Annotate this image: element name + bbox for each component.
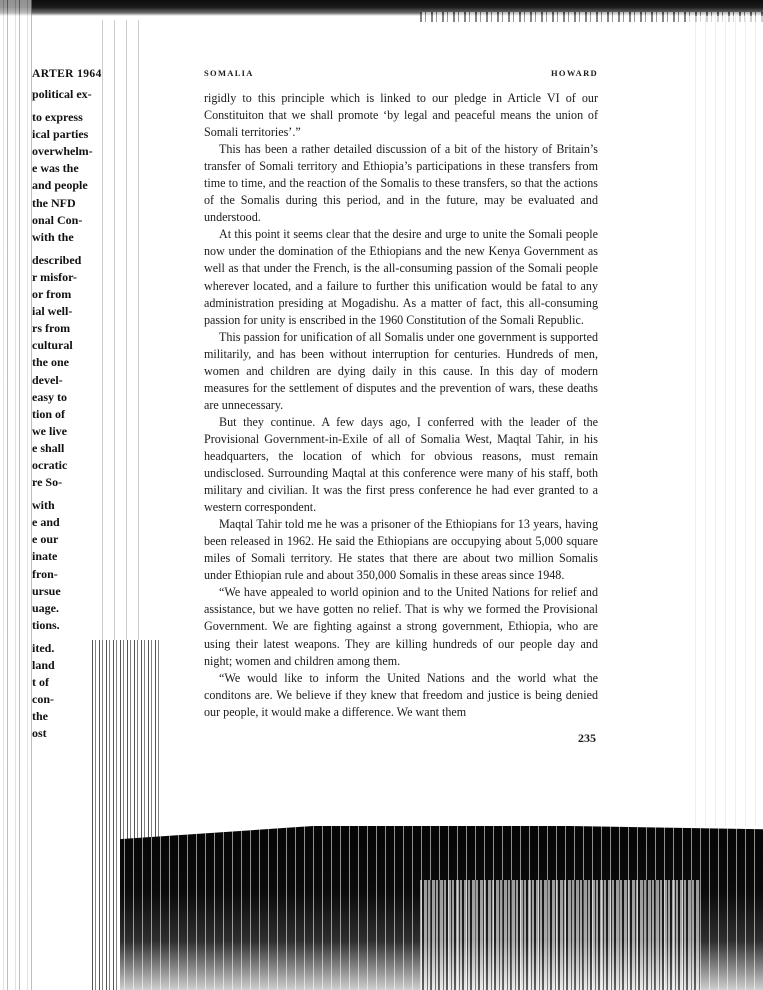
left-page-line: fron- xyxy=(32,566,58,581)
left-page-lines xyxy=(32,86,118,742)
paragraph: But they continue. A few days ago, I conferred with the leader of the Provisional Government-in-Exile of all of Somalia West, Maqtal Tahir, in his headquarters, the location of which for obvious reasons, must remain undisclosed. Surrounding Maqtal at this conference were many of his staff, both military and civilian. It was the first press conference he had ever granted to a western correspondent. xyxy=(204,414,598,515)
scan-left-noise xyxy=(0,0,32,990)
left-page-line: to express xyxy=(32,110,83,125)
left-page-line: political ex- xyxy=(32,87,92,101)
running-head-left: SOMALIA xyxy=(204,68,254,78)
paragraph: At this point it seems clear that the desire and urge to unite the Somali people now under the domination of the Ethiopians and the new Kenya Government as well as that under the French, is the all-consuming passion of the Somali people wherever located, and a failure to further this unification would be fatal to any administration presiding at Mogadishu. As a matter of fact, this all-consuming passion for unity is enscribed in the 1960 Constitution of the Somali Republic. xyxy=(204,227,598,327)
left-page-line: the one xyxy=(32,355,69,370)
left-page-line: easy to xyxy=(32,389,67,404)
left-page-line: e shall xyxy=(32,440,65,455)
paragraph: rigidly to this principle which is linked to our pledge in Article VI of our Constituiton that we shall promote ‘by legal and peaceful means the union of Somali territories’.” xyxy=(204,91,598,140)
left-page-line: land xyxy=(32,658,55,672)
left-page-line: ursue xyxy=(32,583,61,598)
left-page-line: ost xyxy=(32,726,47,741)
left-page-line: r misfor- xyxy=(32,269,77,284)
left-page-line: e our xyxy=(32,532,59,547)
running-head xyxy=(204,68,598,84)
left-page-line: devel- xyxy=(32,372,63,387)
paragraph: This passion for unification of all Somalis under one government is supported militarily, and has been without interruption for centuries. Hundreds of men, women and children are dying daily in this cause. In this day of modern measures for the settlement of disputes and the prevention of wars, these deaths are unnecessary. xyxy=(204,329,598,412)
left-page-line: ial well- xyxy=(32,304,73,319)
left-page-line: the NFD xyxy=(32,195,76,210)
left-page-line: ocratic xyxy=(32,457,68,472)
left-page-line: cultural xyxy=(32,338,73,353)
left-page-line: con- xyxy=(32,692,54,707)
body-text xyxy=(204,90,598,721)
scan-bottom-streaks xyxy=(420,880,700,990)
left-page-line: uage. xyxy=(32,600,59,615)
left-page-line: inate xyxy=(32,549,58,564)
left-page-line: e and xyxy=(32,515,60,530)
left-page-line: the xyxy=(32,709,48,724)
left-page-line: onal Con- xyxy=(32,212,83,227)
left-page-line: we live xyxy=(32,423,67,438)
left-page-line: with the xyxy=(32,229,74,244)
paragraph: “We would like to inform the United Nations and the world what the conditons are. We believe if they knew that freedom and justice is being denied our people, it would make a difference. We want them xyxy=(204,670,598,719)
left-page-line: re So- xyxy=(32,475,63,490)
left-page-line: e was the xyxy=(32,161,79,176)
page-number: 235 xyxy=(578,730,596,745)
left-page-line: described xyxy=(32,252,82,267)
main-page xyxy=(204,68,598,746)
running-head-right: HOWARD xyxy=(551,68,598,78)
left-page-line: tions. xyxy=(32,617,60,632)
scan-right-margin xyxy=(686,16,763,826)
left-page-line: and people xyxy=(32,178,88,193)
left-page-line: ical parties xyxy=(32,127,89,142)
left-page-line: rs from xyxy=(32,321,71,336)
paragraph: “We have appealed to world opinion and to the United Nations for relief and assistance, but we have gotten no relief. That is why we formed the Provisional Government. We are fighting against a strong government, Ethiopia, who are using their latest weapons. They are killing hundreds of our people day and night; women and children among them. xyxy=(204,585,598,668)
left-page-fragment xyxy=(32,66,118,742)
left-page-header: ARTER 1964 xyxy=(32,68,102,80)
paragraph: This has been a rather detailed discussion of a bit of the history of Britain’s transfer of Somali territory and Ethiopia’s participations in these transfers from time to time, and the reaction of the Somalis to these transfers, so that the actions of the Somalis during this period, and in the future, may be evaluated and understood. xyxy=(204,142,598,225)
left-page-line: ited. xyxy=(32,640,55,655)
paragraph: Maqtal Tahir told me he was a prisoner of the Ethiopians for 13 years, having been released in 1962. He said the Ethiopians are occupying about 5,000 square miles of Somali territory. He states that there are about two million Somalis under Ethiopian rule and about 350,000 Somalis in these areas since 1948. xyxy=(204,517,598,583)
left-page-line: with xyxy=(32,498,55,513)
left-page-line: tion of xyxy=(32,406,65,421)
left-page-line: t of xyxy=(32,675,49,690)
left-page-line: overwhelm- xyxy=(32,144,93,159)
left-page-line: or from xyxy=(32,287,72,302)
